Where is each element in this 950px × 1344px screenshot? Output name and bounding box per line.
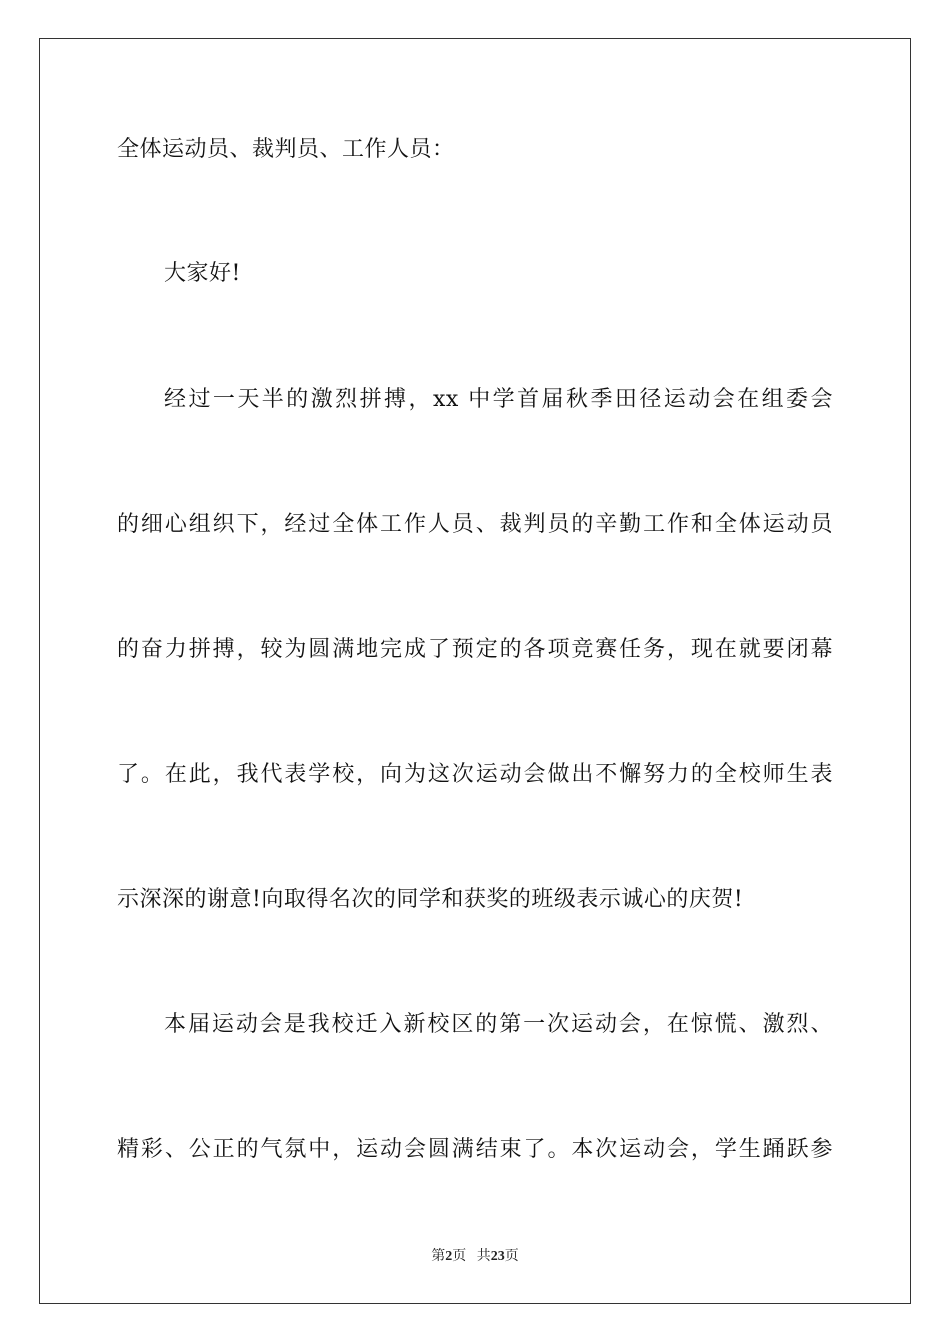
page-frame <box>39 38 911 1304</box>
paragraph-1-line-1: 经过一天半的激烈拼搏，xx 中学首届秋季田径运动会在组委会 <box>164 387 833 412</box>
total-suffix: 页 <box>504 1249 519 1264</box>
paragraph-2-line-1: 本届运动会是我校迁入新校区的第一次运动会，在惊慌、激烈、 <box>164 1012 833 1037</box>
paragraph-1-line-5: 示深深的谢意!向取得名次的同学和获奖的班级表示诚心的庆贺! <box>117 887 744 912</box>
page-number: 2 <box>445 1249 453 1264</box>
page-footer <box>0 1248 950 1266</box>
paragraph-2-line-2: 精彩、公正的气氛中，运动会圆满结束了。本次运动会，学生踊跃参 <box>117 1137 833 1162</box>
paragraph-1-line-4: 了。在此，我代表学校，向为这次运动会做出不懈努力的全校师生表 <box>117 762 833 787</box>
page-prefix: 第 <box>431 1249 446 1264</box>
total-pages: 23 <box>490 1249 505 1264</box>
greeting-line: 大家好! <box>164 261 241 286</box>
paragraph-1-line-2: 的细心组织下，经过全体工作人员、裁判员的辛勤工作和全体运动员 <box>117 512 833 537</box>
total-prefix: 共 <box>476 1249 491 1264</box>
paragraph-1-line-3: 的奋力拼搏，较为圆满地完成了预定的各项竞赛任务，现在就要闭幕 <box>117 637 833 662</box>
page-suffix: 页 <box>452 1249 467 1264</box>
salutation-line: 全体运动员、裁判员、工作人员： <box>117 137 455 162</box>
